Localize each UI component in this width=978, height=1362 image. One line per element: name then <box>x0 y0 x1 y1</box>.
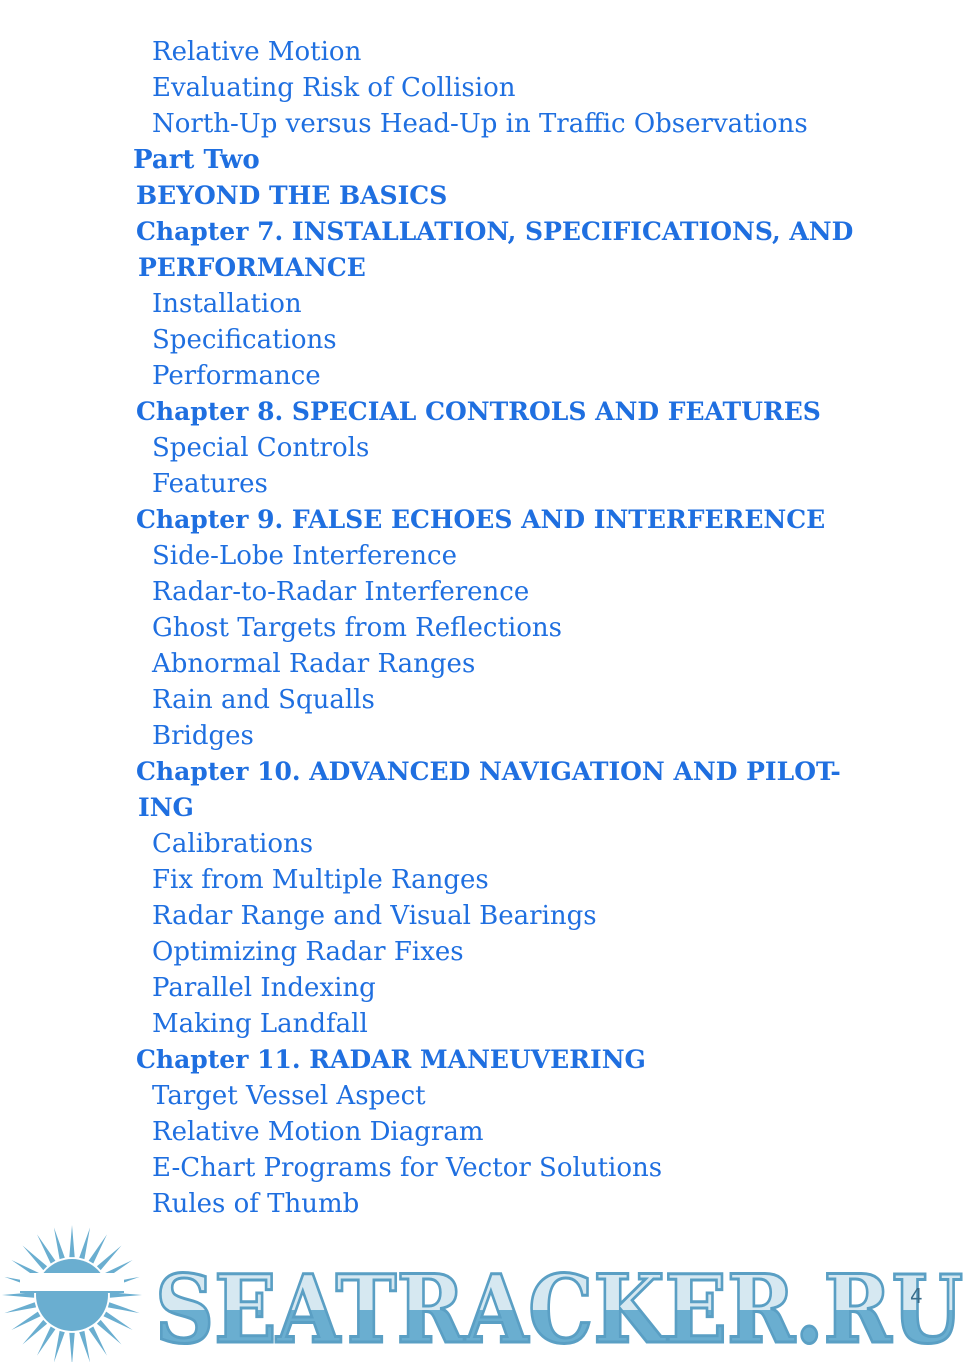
toc-part-title[interactable]: BEYOND THE BASICS <box>136 181 448 210</box>
toc-entry[interactable]: Evaluating Risk of Collision <box>152 73 516 103</box>
toc-entry[interactable]: Special Controls <box>152 433 370 463</box>
toc-chapter-10[interactable]: Chapter 10. ADVANCED NAVIGATION AND PILOT- <box>136 757 841 786</box>
toc-chapter-8[interactable]: Chapter 8. SPECIAL CONTROLS AND FEATURES <box>136 397 821 426</box>
toc-entry[interactable]: Performance <box>152 361 321 391</box>
toc-entry[interactable]: E-Chart Programs for Vector Solutions <box>152 1153 663 1183</box>
watermark <box>0 1215 978 1362</box>
toc-chapter-7-cont[interactable]: PERFORMANCE <box>138 253 366 282</box>
toc-entry[interactable]: Target Vessel Aspect <box>152 1081 426 1111</box>
toc-entry[interactable]: Radar Range and Visual Bearings <box>152 901 597 931</box>
toc-entry[interactable]: Relative Motion Diagram <box>152 1117 484 1147</box>
toc-entry[interactable]: Making Landfall <box>152 1009 368 1039</box>
toc-entry[interactable]: Specifications <box>152 325 337 355</box>
toc-entry[interactable]: Optimizing Radar Fixes <box>152 937 464 967</box>
toc-chapter-10-cont[interactable]: ING <box>138 793 194 822</box>
toc-entry[interactable]: Radar-to-Radar Interference <box>152 577 530 607</box>
toc-entry[interactable]: Bridges <box>152 721 254 751</box>
table-of-contents <box>0 34 978 1222</box>
page-number: 4 <box>910 1284 923 1308</box>
toc-entry[interactable]: Installation <box>152 289 302 319</box>
toc-entry[interactable]: Ghost Targets from Reflections <box>152 613 562 643</box>
toc-entry[interactable]: Abnormal Radar Ranges <box>152 649 476 679</box>
watermark-text: SEATRACKER.RU <box>155 1255 963 1362</box>
toc-chapter-9[interactable]: Chapter 9. FALSE ECHOES AND INTERFERENCE <box>136 505 826 534</box>
toc-part-heading[interactable]: Part Two <box>133 145 260 175</box>
toc-entry[interactable]: North-Up versus Head-Up in Traffic Observations <box>152 109 808 139</box>
toc-chapter-11[interactable]: Chapter 11. RADAR MANEUVERING <box>136 1045 646 1074</box>
toc-entry[interactable]: Side-Lobe Interference <box>152 541 457 571</box>
toc-chapter-7[interactable]: Chapter 7. INSTALLATION, SPECIFICATIONS, AND <box>136 217 854 246</box>
toc-entry[interactable]: Features <box>152 469 268 499</box>
toc-entry[interactable]: Calibrations <box>152 829 314 859</box>
sun-logo-icon <box>2 1225 142 1362</box>
toc-entry[interactable]: Rules of Thumb <box>152 1189 360 1219</box>
toc-entry[interactable]: Rain and Squalls <box>152 685 375 715</box>
toc-entry[interactable]: Relative Motion <box>152 37 362 67</box>
toc-entry[interactable]: Fix from Multiple Ranges <box>152 865 489 895</box>
toc-entry[interactable]: Parallel Indexing <box>152 973 376 1003</box>
